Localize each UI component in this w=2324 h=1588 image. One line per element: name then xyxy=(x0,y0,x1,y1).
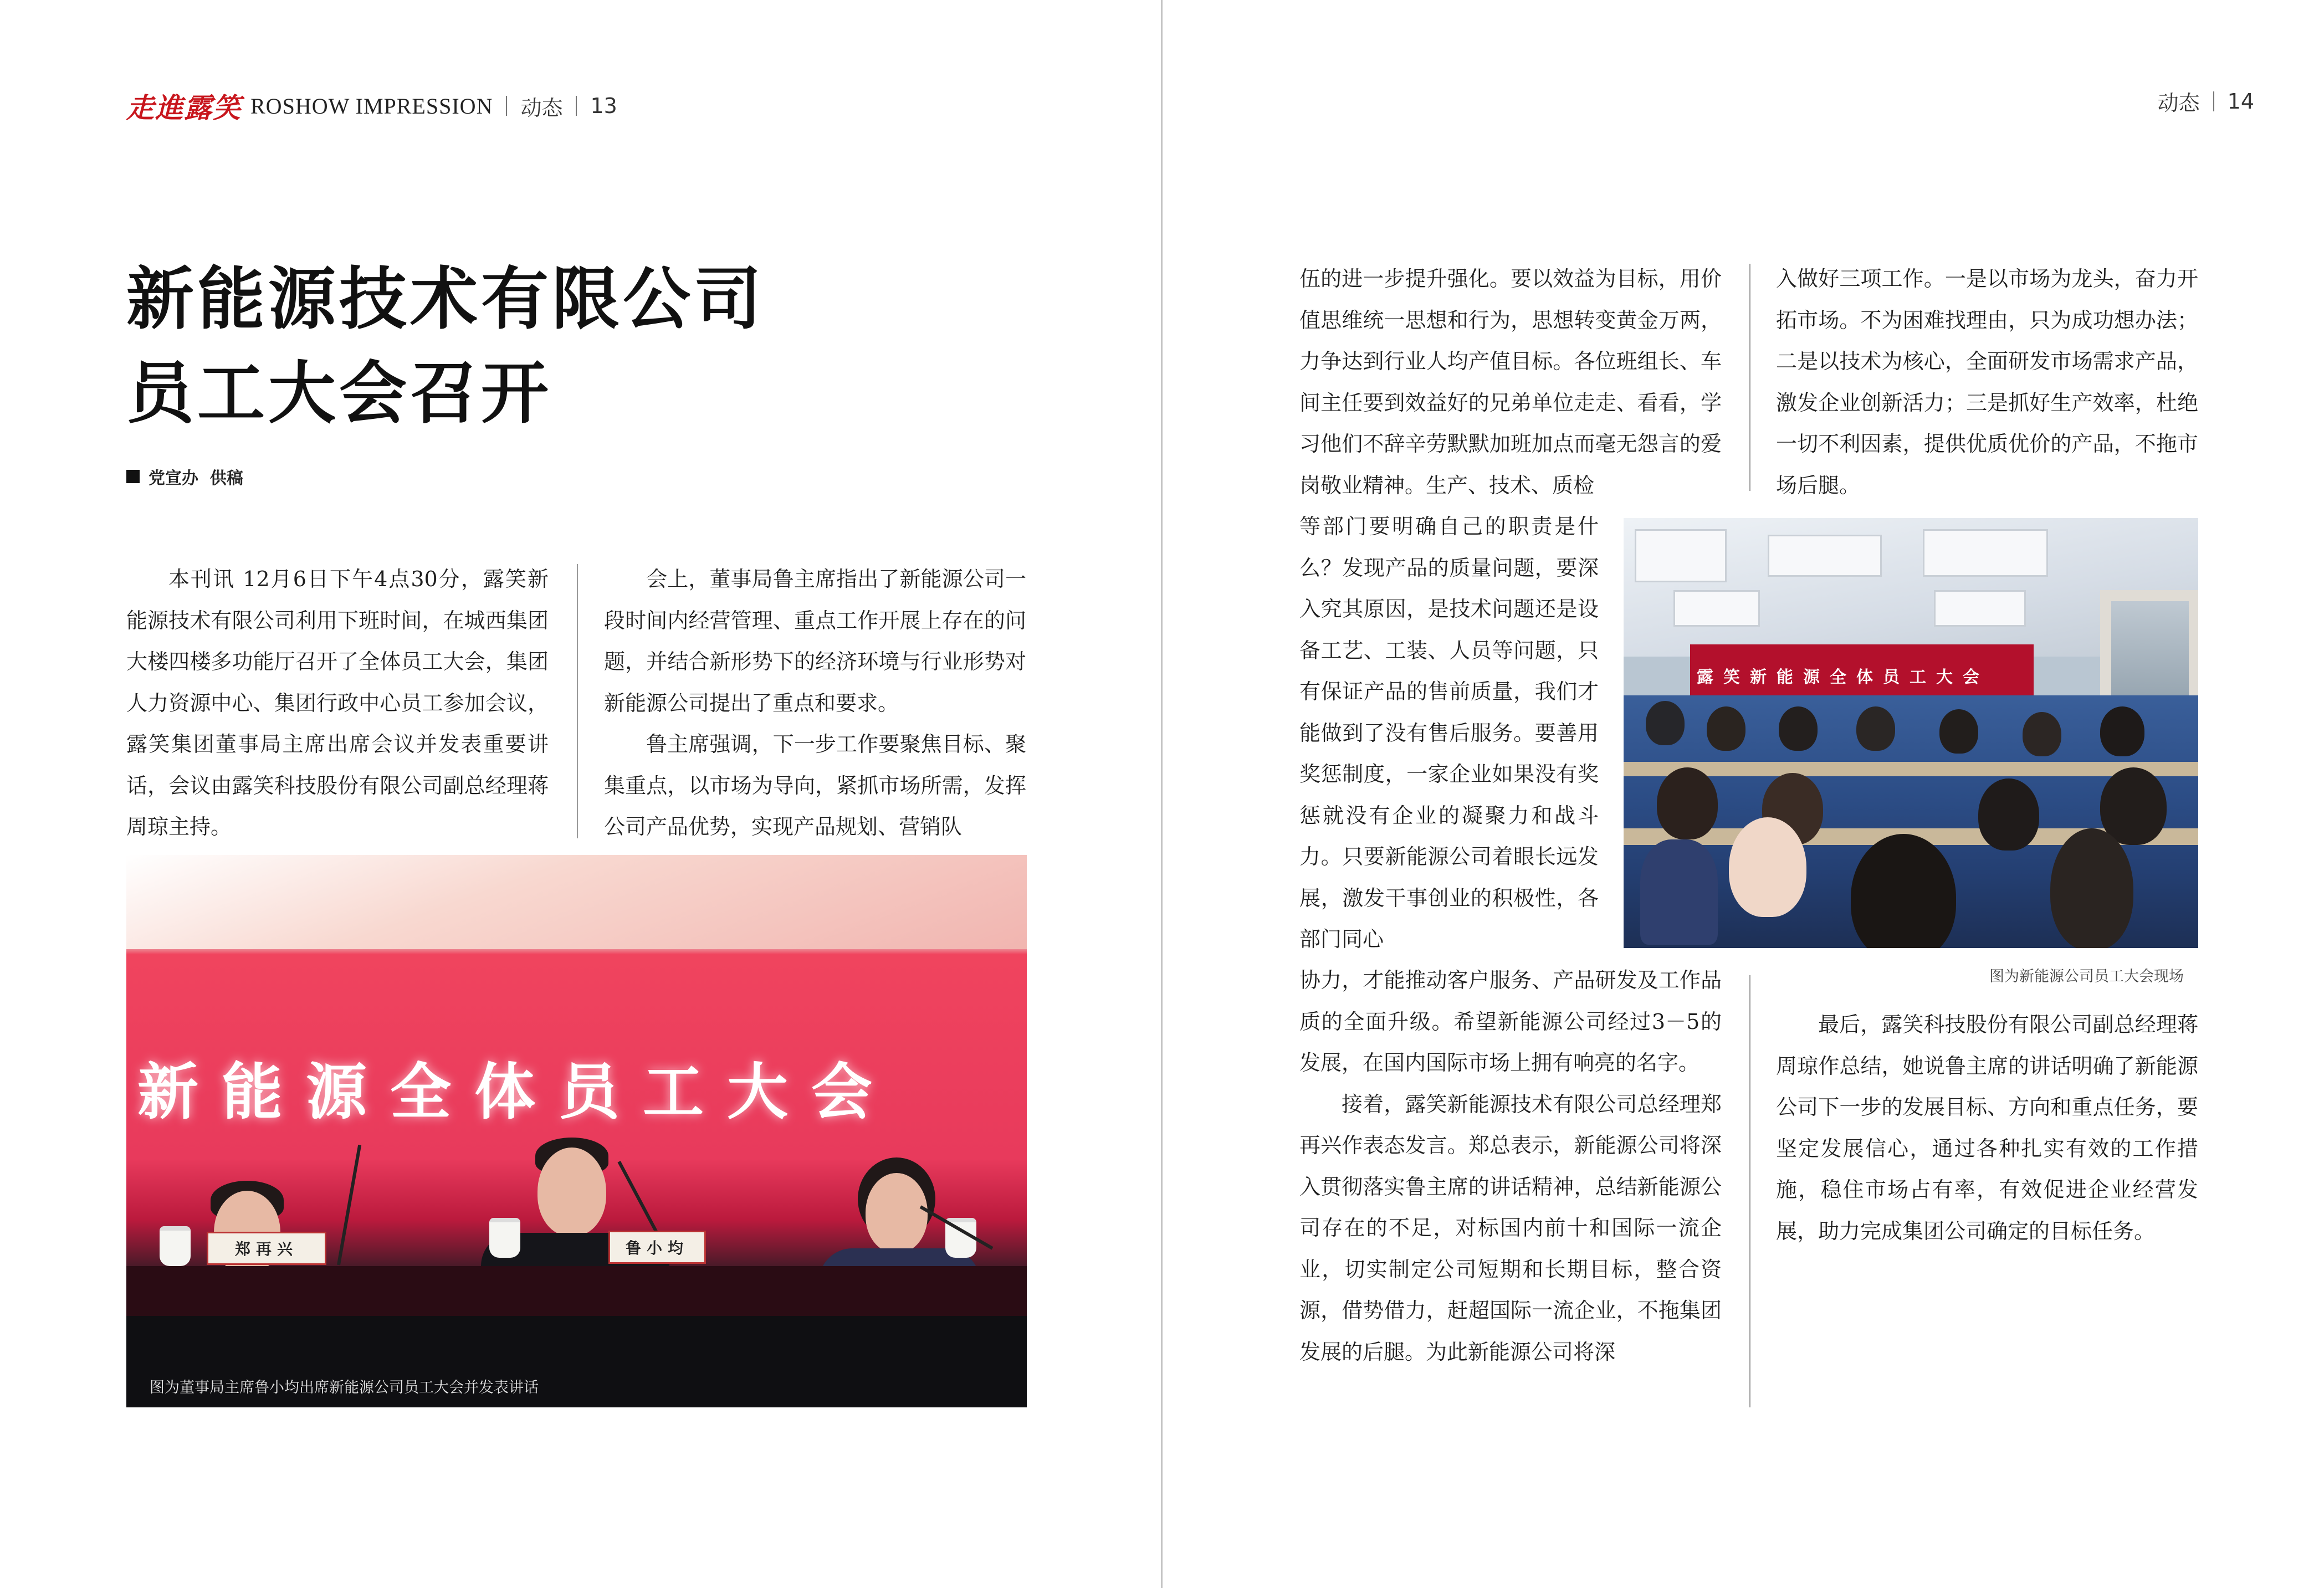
page-number: 13 xyxy=(590,94,617,118)
paragraph: 鲁主席强调，下一步工作要聚焦目标、聚集重点，以市场为导向，紧抓市场所需，发挥公司产品优势，实现产品规划、营销队 xyxy=(604,732,1026,839)
square-bullet-icon xyxy=(126,470,140,483)
paragraph: 本刊讯 12月6日下午4点30分，露笑新能源技术有限公司利用下班时间，在城西集团大楼四楼多功能厅召开了全体员工大会，集团人力资源中心、集团行政中心员工参加会议，露笑集团董事局主席出席会议并发表重要讲话，会议由露笑科技股份有限公司副总经理蒋周琼主持。 xyxy=(126,567,549,839)
paragraph: 等部门要明确自己的职责是什么？发现产品的质量问题，要深入究其原因，是技术问题还是设备工艺、工装、人员等问题，只有保证产品的售前质量，我们才能做到了没有售后服务。要善用奖惩制度，一家企业如果没有奖惩就没有企业的凝聚力和战斗力。只要新能源公司着眼长远发展，激发干事创业的积极性，各部门同心 xyxy=(1299,514,1599,951)
author-text: 党宣办 供稿 xyxy=(149,469,243,488)
meeting-podium-photo xyxy=(126,855,1027,1407)
left-page xyxy=(0,0,1161,1588)
right-header xyxy=(2158,86,2254,116)
header-divider xyxy=(506,96,507,116)
nameplate-center: 鲁小均 xyxy=(608,1231,706,1264)
photo-banner-text: 新能源全体员工大会 xyxy=(137,1056,895,1128)
paragraph: 协力，才能推动客户服务、产品研发及工作品质的全面升级。希望新能源公司经过3－5的发展，在国内国际市场上拥有响亮的名字。 xyxy=(1299,968,1722,1075)
tea-cup xyxy=(489,1218,520,1258)
article-column-4-top xyxy=(1776,258,2198,506)
column-divider xyxy=(577,564,578,838)
paragraph: 最后，露笑科技股份有限公司副总经理蒋周琼作总结，她说鲁主席的讲话明确了新能源公司下一步的发展目标、方向和重点任务，要坚定发展信心，通过各种扎实有效的工作措施，稳住市场占有率，有效促进企业经营发展，助力完成集团公司确定的目标任务。 xyxy=(1776,1012,2198,1243)
photo-banner-text: 露笑新能源全体员工大会 xyxy=(1697,668,1989,687)
nameplate-left: 郑再兴 xyxy=(207,1232,326,1265)
tea-cup xyxy=(160,1226,191,1266)
article-column-3-top xyxy=(1299,258,1722,506)
paragraph: 入做好三项工作。一是以市场为龙头，奋力开拓市场。不为困难找理由，只为成功想办法；二是以技术为核心，全面研发市场需求产品，激发企业创新活力；三是抓好生产效率，杜绝一切不利因素，提供优质优价的产品，不拖市场后腿。 xyxy=(1776,267,2198,498)
meeting-hall-photo xyxy=(1624,518,2198,948)
article-column-4-bottom xyxy=(1776,1004,2198,1252)
magazine-logo: 走進露笑 xyxy=(126,91,242,124)
title-line-2: 员工大会召开 xyxy=(126,354,552,433)
column-divider xyxy=(1749,264,1750,491)
header-divider xyxy=(576,96,577,116)
magazine-name: ROSHOW IMPRESSION xyxy=(250,93,493,119)
article-column-2 xyxy=(604,559,1026,848)
author-byline xyxy=(126,464,243,489)
microphone xyxy=(337,1145,361,1266)
ceiling xyxy=(126,855,1027,949)
article-title xyxy=(126,252,765,440)
article-column-3-narrow xyxy=(1299,506,1599,960)
section-label: 动态 xyxy=(520,95,563,120)
header-divider xyxy=(2213,91,2214,111)
photo-caption: 图为董事局主席鲁小均出席新能源公司员工大会并发表讲话 xyxy=(150,1379,539,1396)
article-column-1 xyxy=(126,559,549,848)
photo-caption: 图为新能源公司员工大会现场 xyxy=(1989,968,2184,985)
section-label: 动态 xyxy=(2157,91,2200,115)
title-line-1: 新能源技术有限公司 xyxy=(126,260,765,339)
paragraph: 会上，董事局鲁主席指出了新能源公司一段时间内经营管理、重点工作开展上存在的问题，并结合新形势下的经济环境与行业形势对新能源公司提出了重点和要求。 xyxy=(604,567,1026,715)
left-header xyxy=(126,86,617,126)
paragraph: 接着，露笑新能源技术有限公司总经理郑再兴作表态发言。郑总表示，新能源公司将深入贯彻落实鲁主席的讲话精神，总结新能源公司存在的不足，对标国内前十和国际一流企业，切实制定公司短期和长期目标，整合资源，借势借力，赶超国际一流企业，不拖集团发展的后腿。为此新能源公司将深 xyxy=(1299,1092,1722,1364)
paragraph: 伍的进一步提升强化。要以效益为目标，用价值思维统一思想和行为，思想转变黄金万两，力争达到行业人均产值目标。各位班组长、车间主任要到效益好的兄弟单位走走、看看，学习他们不辞辛劳默默加班加点而毫无怨言的爱岗敬业精神。生产、技术、质检 xyxy=(1299,267,1722,498)
podium-table xyxy=(126,1266,1027,1316)
article-column-3-bottom xyxy=(1299,960,1722,1372)
column-divider xyxy=(1749,975,1750,1407)
page-number: 14 xyxy=(2227,89,2254,114)
